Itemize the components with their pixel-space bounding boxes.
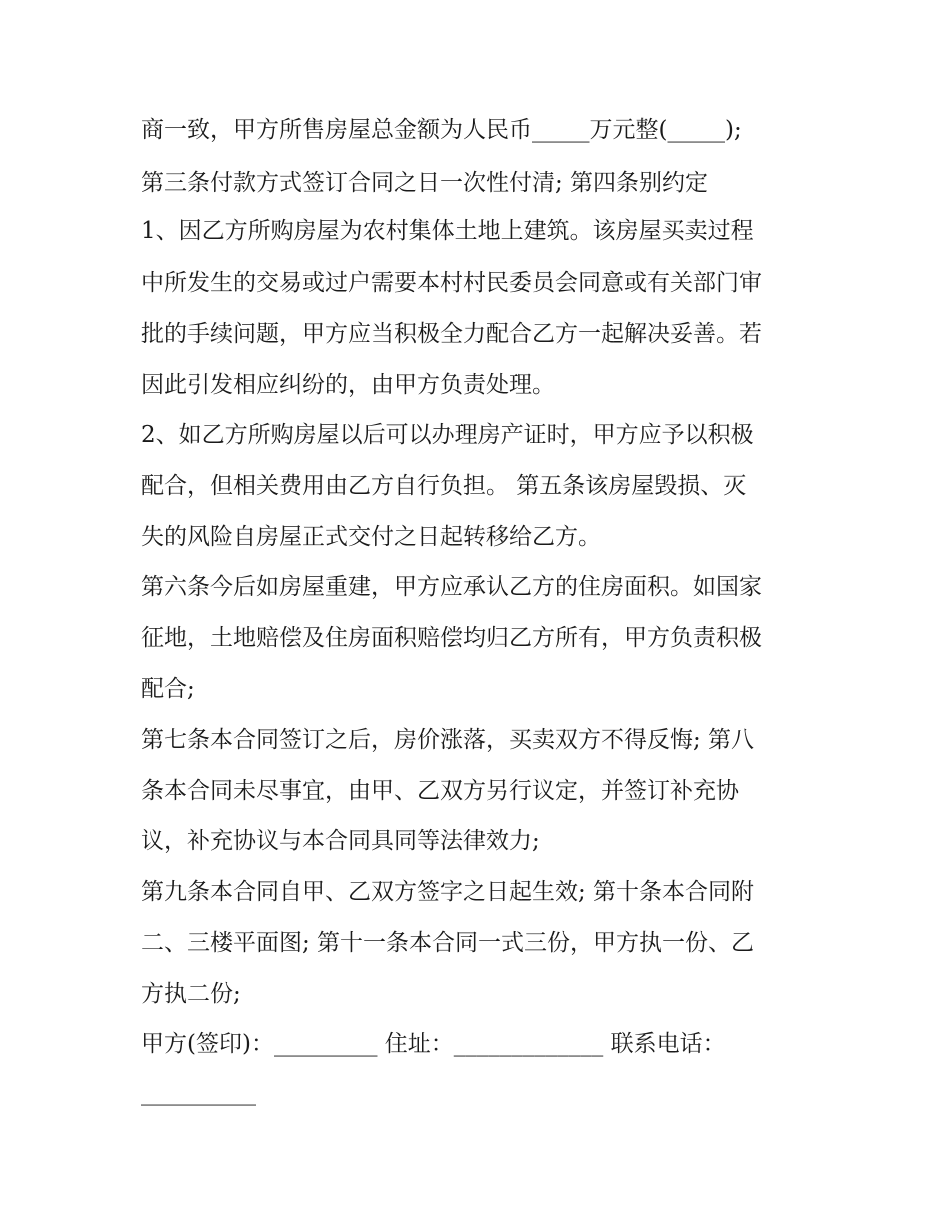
text-line: 配合，但相关费用由乙方自行负担。 第五条该房屋毁损、灭 [141,473,747,499]
text-line: 中所发生的交易或过户需要本村村民委员会同意或有关部门审 [141,270,762,296]
text-line: 方执二份; [141,981,241,1007]
text-line: 因此引发相应纠纷的，由甲方负责处理。 [141,372,555,398]
text-line: 第九条本合同自甲、乙双方签字之日起生效; 第十条本合同附 [141,879,755,905]
text-line: 征地，土地赔偿及住房面积赔偿均归乙方所有，甲方负责积极 [141,625,762,651]
text-line: 配合; [141,676,195,702]
phone-blank: __________ [141,1080,256,1106]
text-line: 第七条本合同签订之后，房价涨落，买卖双方不得反悔; 第八 [141,727,755,753]
signature-line: 甲方(签印)：_________ 住址：_____________ 联系电话： [141,1031,726,1057]
text-line: 条本合同未尽事宜，由甲、乙双方另行议定，并签订补充协 [141,778,739,804]
text-line: 二、三楼平面图; 第十一条本合同一式三份，甲方执一份、乙 [141,930,755,956]
text-line: 2、如乙方所购房屋以后可以办理房产证时，甲方应予以积极 [141,422,754,448]
text-line: 批的手续问题，甲方应当积极全力配合乙方一起解决妥善。若 [141,321,762,347]
text-line: 第三条付款方式签订合同之日一次性付清; 第四条别约定 [141,170,709,196]
text-line: 失的风险自房屋正式交付之日起转移给乙方。 [141,524,601,550]
text-line: 商一致，甲方所售房屋总金额为人民币_____万元整(_____); [141,117,742,143]
text-line: 第六条今后如房屋重建，甲方应承认乙方的住房面积。如国家 [141,574,762,600]
text-line: 议，补充协议与本合同具同等法律效力; [141,828,540,854]
text-line: 1、因乙方所购房屋为农村集体土地上建筑。该房屋买卖过程 [141,218,754,244]
